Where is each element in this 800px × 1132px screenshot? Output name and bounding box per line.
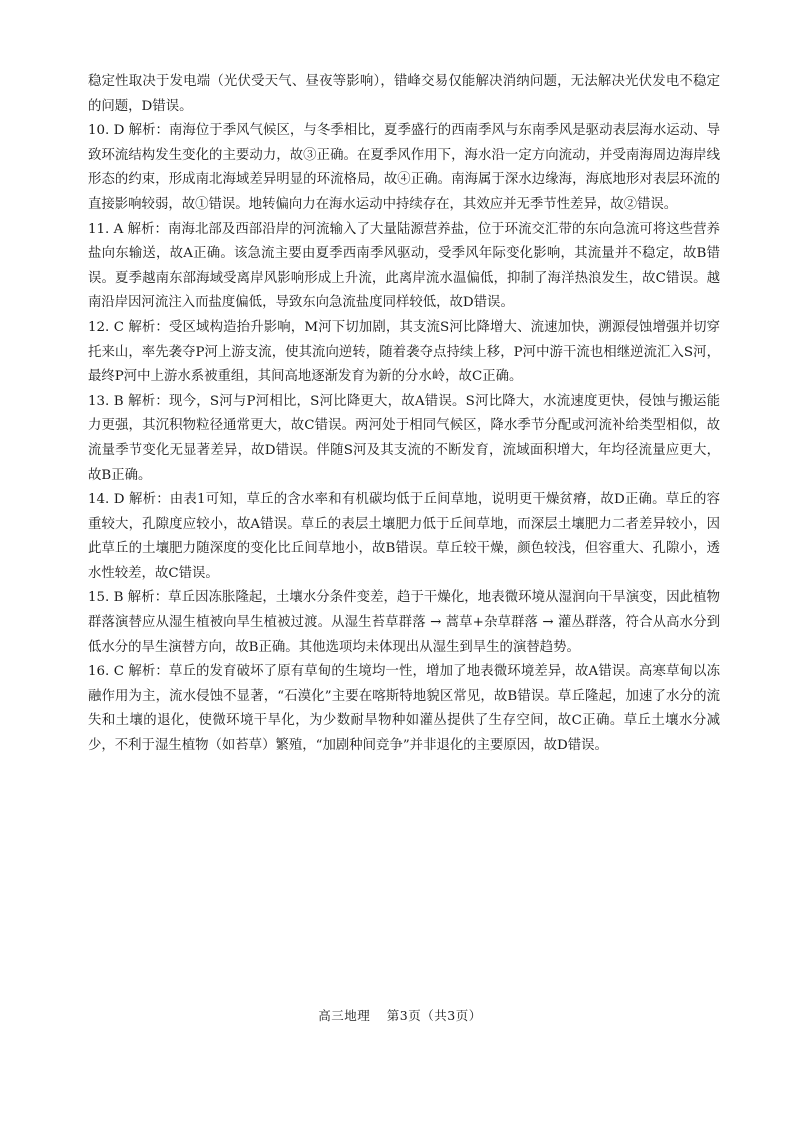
paragraph-q16: 16. C 解析：草丘的发育破坏了原有草甸的生境均一性，增加了地表微环境差异，故A错误。高寒草甸以冻融作用为主，流水侵蚀不显著，“石漠化”主要在喀斯特地貌区常见，故B错误。草丘隆起，加速了水分的流失和土壤的退化，使微环境干旱化，为少数耐旱物种如灌丛提供了生存空间，故C正确。草丘土壤水分减少，不利于湿生植物（如苔草）繁殖，“加剧种间竞争”并非退化的主要原因，故D错误。 [88, 664, 720, 754]
paragraph-q13: 13. B 解析：现今，S河与P河相比，S河比降更大，故A错误。S河比降大，水流速度更快，侵蚀与搬运能力更强，其沉积物粒径通常更大，故C错误。两河处于相同气候区，降水季节分配或河流补给类型相似，故流量季节变化无显著差异，故D错误。伴随S河及其支流的不断发育，流域面积增大，年均径流量应更大，故B正确。 [88, 393, 720, 483]
paragraph-q15: 15. B 解析：草丘因冻胀隆起，土壤水分条件变差，趋于干燥化，地表微环境从湿润向干旱演变，因此植物群落演替应从湿生植被向旱生植被过渡。从湿生苔草群落 → 蒿草+杂草群落 → 灌丛群落，符合从高水分到低水分的旱生演替方向，故B正确。其他选项均未体现出从湿生到旱生的演替趋势。 [88, 590, 720, 655]
page-footer [0, 1006, 800, 1024]
paragraph-q14: 14. D 解析：由表1可知，草丘的含水率和有机碳均低于丘间草地，说明更干燥贫瘠，故D正确。草丘的容重较大，孔隙度应较小，故A错误。草丘的表层土壤肥力低于丘间草地，而深层土壤肥力二者差异较小，因此草丘的土壤肥力随深度的变化比丘间草地小，故B错误。草丘较干燥，颜色较浅，但容重大、孔隙小，透水性较差，故C错误。 [88, 492, 720, 581]
answer-explanations [88, 70, 720, 759]
paragraph-continuation: 稳定性取决于发电端（光伏受天气、昼夜等影响），错峰交易仅能解决消纳问题，无法解决光伏发电不稳定的问题，D错误。 [88, 74, 720, 114]
footer-page-number: 第3页（共3页） [386, 1008, 482, 1023]
paragraph-q11: 11. A 解析：南海北部及西部沿岸的河流输入了大量陆源营养盐，位于环流交汇带的东向急流可将这些营养盐向东输送，故A正确。该急流主要由夏季西南季风驱动，受季风年际变化影响，其流量并不稳定，故B错误。夏季越南东部海域受离岸风影响形成上升流，此离岸流水温偏低，抑制了海洋热浪发生，故C错误。越南沿岸因河流注入而盐度偏低，导致东向急流盐度同样较低，故D错误。 [88, 221, 720, 311]
paragraph-q12: 12. C 解析：受区域构造抬升影响，M河下切加剧，其支流S河比降增大、流速加快，溯源侵蚀增强并切穿托来山，率先袭夺P河上游支流，使其流向逆转，随着袭夺点持续上移，P河中游干流也相继逆流汇入S河，最终P河中上游水系被重组，其间高地逐渐发育为新的分水岭，故C正确。 [88, 319, 720, 385]
footer-subject: 高三地理 [318, 1008, 371, 1023]
paragraph-q10: 10. D 解析：南海位于季风气候区，与冬季相比，夏季盛行的西南季风与东南季风是驱动表层海水运动、导致环流结构发生变化的主要动力，故③正确。在夏季风作用下，海水沿一定方向流动，并受南海周边海岸线形态的约束，形成南北海域差异明显的环流格局，故④正确。南海属于深水边缘海，海底地形对表层环流的直接影响较弱，故①错误。地转偏向力在海水运动中持续存在，其效应并无季节性差异，故②错误。 [88, 123, 720, 212]
